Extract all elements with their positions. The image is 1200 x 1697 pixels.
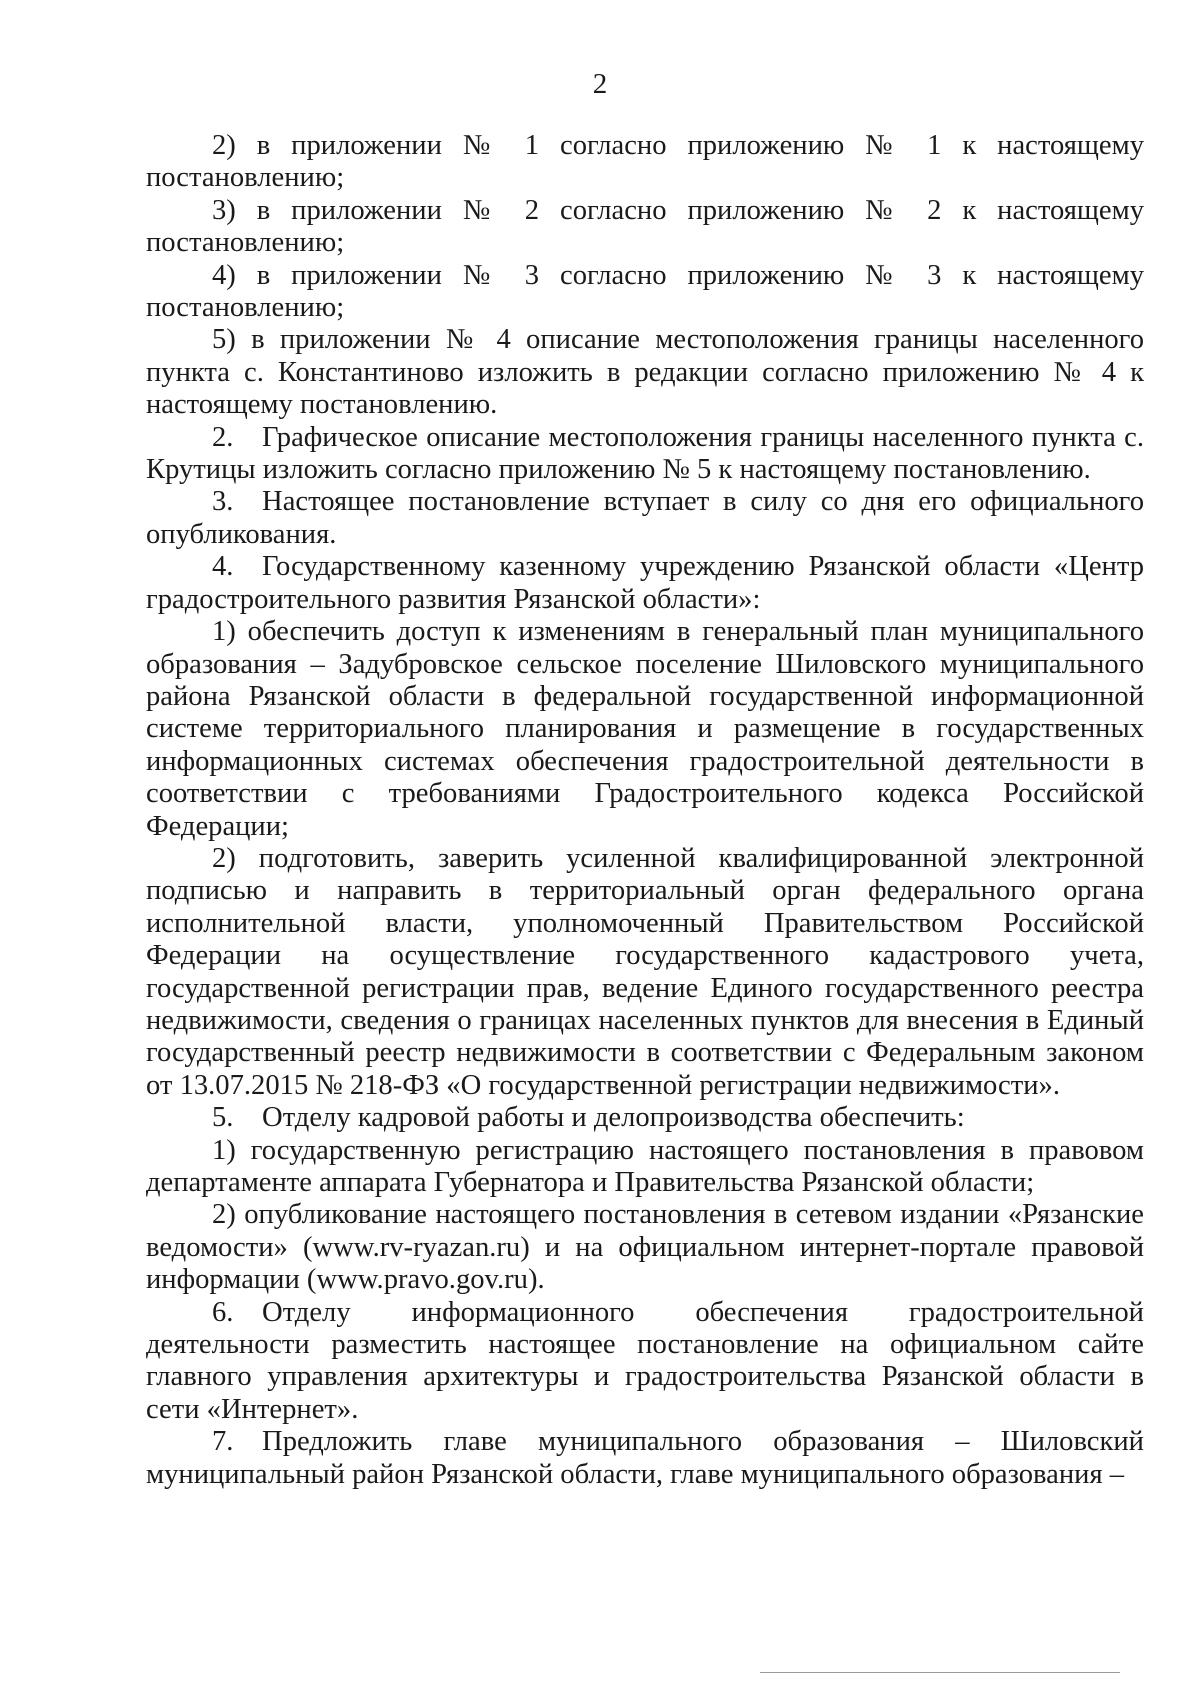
paragraph-item-3: 3. Настоящее постановление вступает в силу со дня его официального опубликования. [146,486,1144,550]
paragraph-item-6: 6. Отделу информационного обеспечения градостроительной деятельности разместить настоящее постановление на официальном сайте главного управления архитектуры и градостроительства Рязанской области в сети «Интернет». [146,1296,1144,1425]
paragraph-item-5: 5. Отделу кадровой работы и делопроизводства обеспечить: [212,1102,965,1134]
paragraph-item-7: 7. Предложить главе муниципального образования – Шиловский муниципальный район Рязанской области, главе муниципального образования – [146,1426,1144,1490]
paragraph-item-2: 2. Графическое описание местоположения границы населенного пункта с. Крутицы изложить согласно приложению № 5 к настоящему постановлению. [146,421,1144,486]
paragraph-item-4-1: 1) обеспечить доступ к изменениям в генеральный план муниципального образования – Задубровское сельское поселение Шиловского муниципального района Рязанской области в федеральной государственной информационной системе территориального планирования и размещение в государственных информационных системах обеспечения градостроительной деятельности в соответствии с требованиями Градостроительного кодекса Российской Федерации; [146,616,1144,842]
page-number: 2 [592,68,608,100]
paragraph-annex-3: 4) в приложении № 3 согласно приложению № 3 к настоящему постановлению; [146,259,1144,324]
paragraph-item-5-1: 1) государственную регистрацию настоящего постановления в правовом департаменте аппарата Губернатора и Правительства Рязанской области; [146,1134,1144,1198]
paragraph-item-5-2: 2) опубликование настоящего постановления в сетевом издании «Рязанские ведомости» (www.rv-ryazan.ru) и на официальном интернет-портале правовой информации (www.pravo.gov.ru). [146,1199,1144,1296]
paragraph-annex-4: 5) в приложении № 4 описание местоположения границы населенного пункта с. Константиново изложить в редакции согласно приложению № 4 к настоящему постановлению. [146,324,1144,421]
paragraph-annex-1: 2) в приложении № 1 согласно приложению № 1 к настоящему постановлению; [146,130,1144,194]
paragraph-item-4: 4. Государственному казенному учреждению Рязанской области «Центр градостроительного развития Рязанской области»: [146,551,1144,615]
paragraph-item-4-2: 2) подготовить, заверить усиленной квалифицированной электронной подписью и направить в территориальный орган федерального органа исполнительной власти, уполномоченный Правительством Российской Федерации на осуществление государственного кадастрового учета, государственной регистрации прав, ведение Единого государственного реестра недвижимости, сведения о границах населенных пунктов для внесения в Единый государственный реестр недвижимости в соответствии с Федеральным законом от 13.07.2015 № 218-ФЗ «О государственной регистрации недвижимости». [146,842,1144,1101]
document-body [146,130,1144,1491]
bottom-rule [760,1672,1120,1673]
paragraph-annex-2: 3) в приложении № 2 согласно приложению № 2 к настоящему постановлению; [146,194,1144,259]
